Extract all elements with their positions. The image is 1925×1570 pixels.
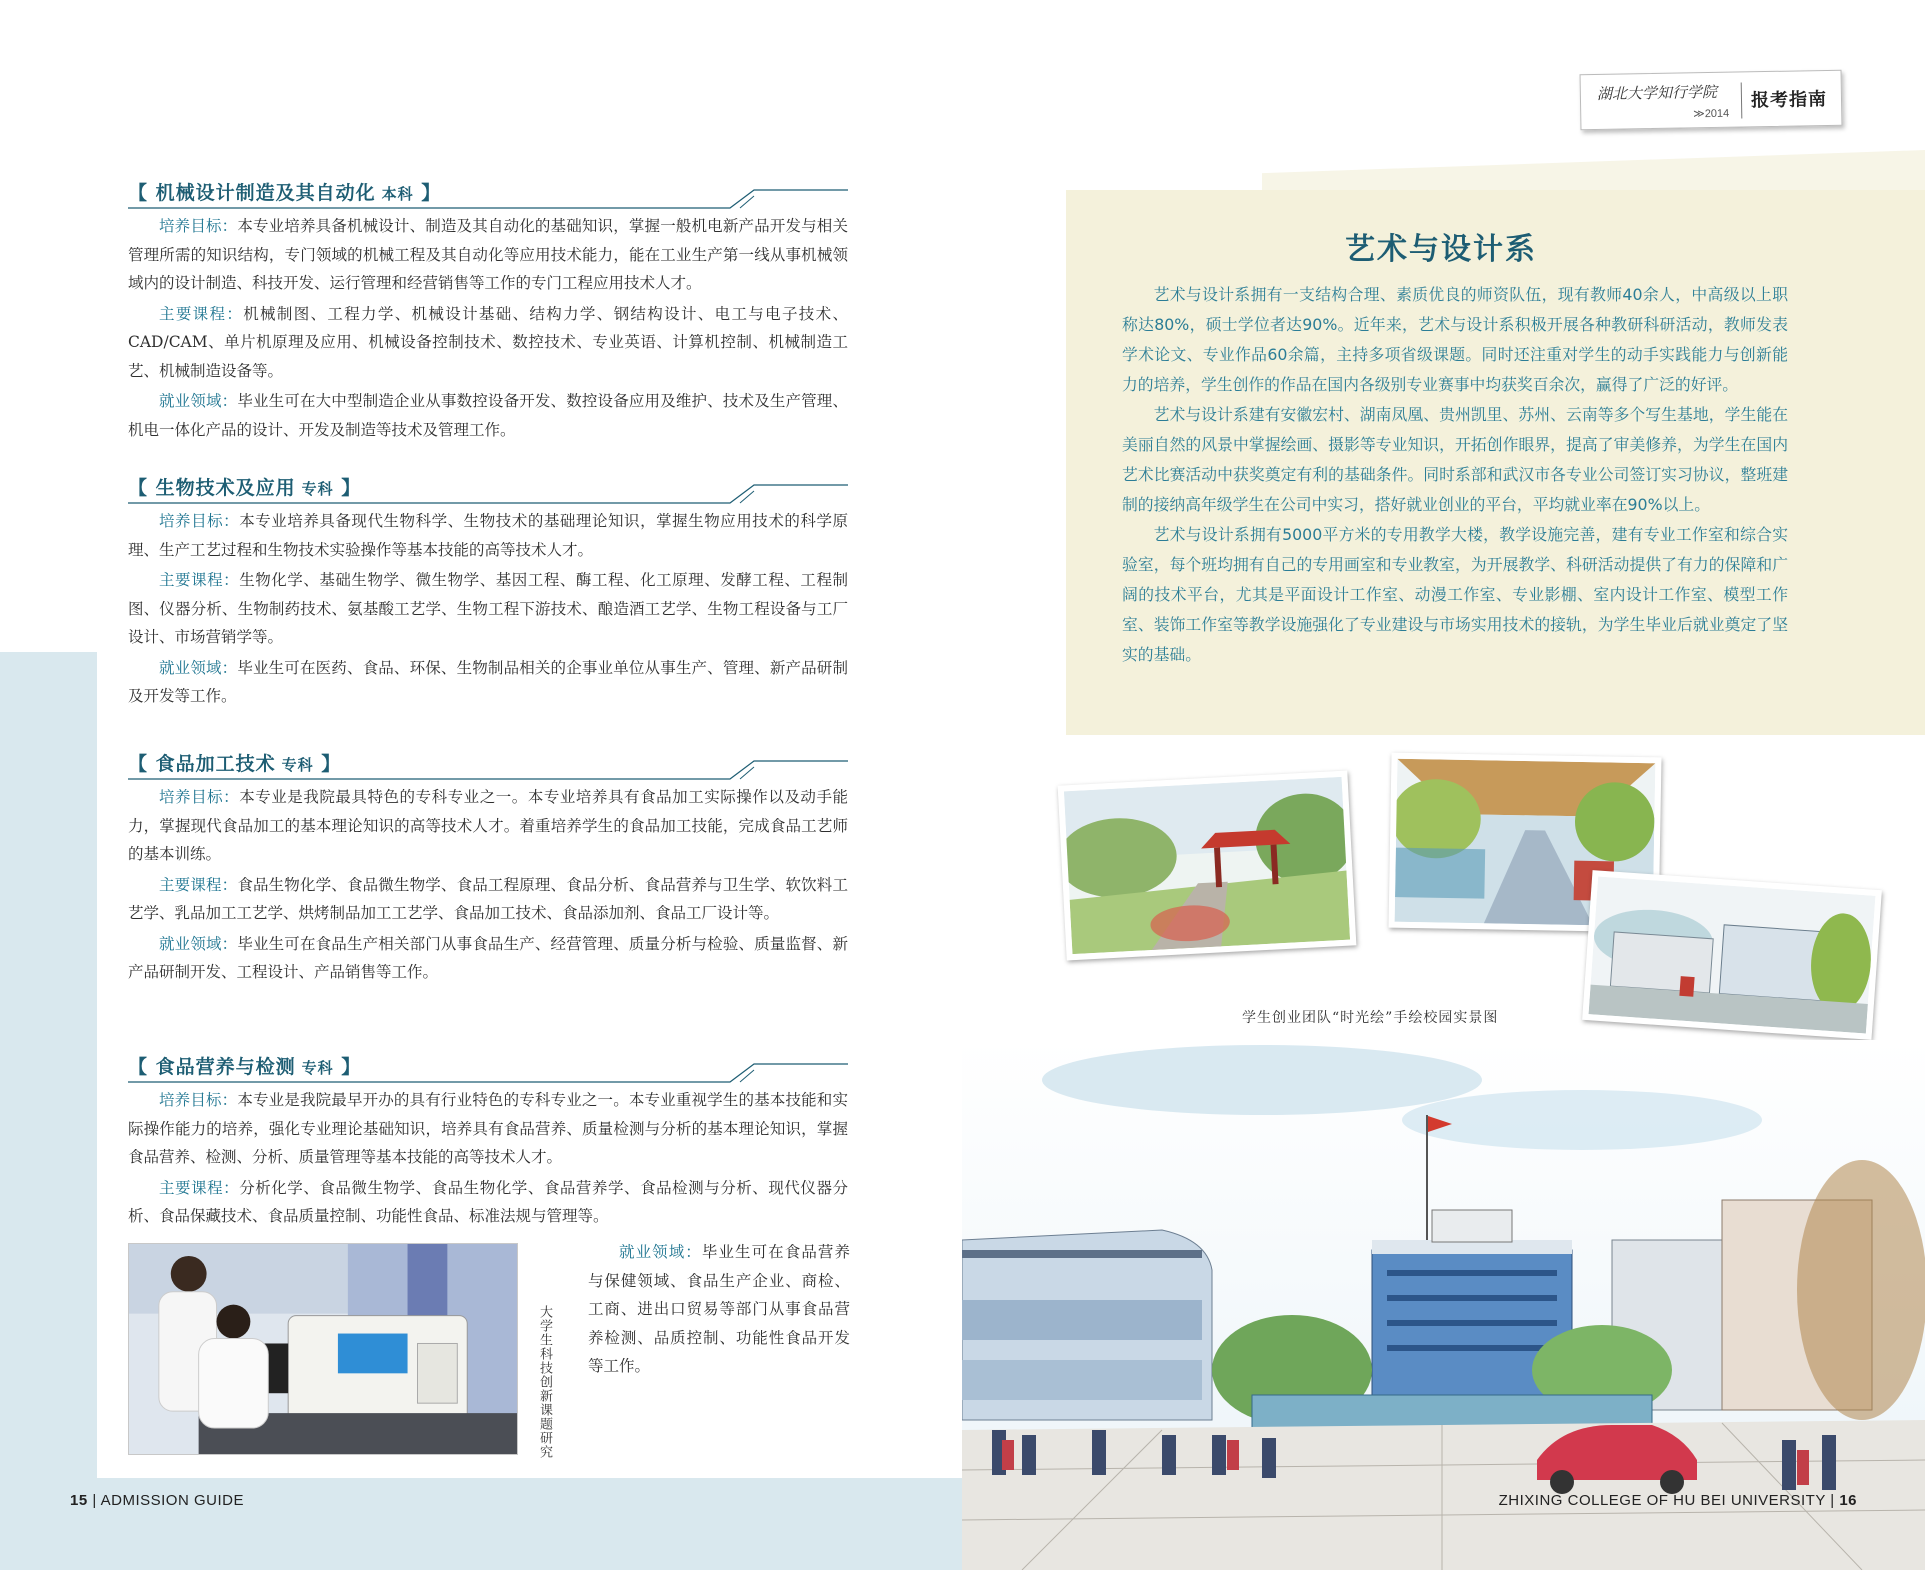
department-body	[1122, 280, 1788, 670]
section-title: 【 食品营养与检测 专科 】	[128, 1056, 362, 1078]
section-biotech	[128, 471, 848, 711]
paragraph-courses: 主要课程：生物化学、基础生物学、微生物学、基因工程、酶工程、化工原理、发酵工程、工程制图、仪器分析、生物制药技术、氨基酸工艺学、生物工程下游技术、酿造酒工艺学、生物工程设备与工厂设计、市场营销学等。	[128, 571, 848, 646]
page-footer-left	[70, 1492, 244, 1509]
page-number: 15	[70, 1492, 88, 1509]
paragraph-courses: 主要课程：食品生物化学、食品微生物学、食品工程原理、食品分析、食品营养与卫生学、软饮料工艺学、乳品加工工艺学、烘烤制品加工工艺学、食品加工技术、食品添加剂、食品工厂设计等。	[128, 875, 848, 922]
section-title: 【 食品加工技术 专科 】	[128, 753, 342, 775]
paragraph-employment: 就业领域：毕业生可在大中型制造企业从事数控设备开发、数控设备应用及维护、技术及生产管理、机电一体化产品的设计、开发及制造等技术及管理工作。	[128, 392, 848, 439]
section-mechanical	[128, 176, 848, 444]
left-page	[0, 0, 962, 1570]
left-side-band	[0, 652, 97, 1570]
footer-label: ADMISSION GUIDE	[100, 1492, 244, 1509]
page-footer-right	[1499, 1492, 1857, 1509]
section-header	[128, 176, 848, 210]
photo-caption: 大学生科技创新课题研究	[537, 1305, 552, 1459]
lab-photo	[128, 1243, 518, 1455]
footer-separator: |	[1830, 1492, 1835, 1509]
paragraph-courses: 主要课程：机械制图、工程力学、机械设计基础、结构力学、钢结构设计、电工与电子技术、CAD/CAM、单片机原理及应用、机械设备控制技术、数控技术、专业英语、计算机控制、机械制造工艺、机械制造设备等。	[128, 304, 848, 380]
campus-illustration	[962, 1040, 1925, 1570]
paragraph-goal: 培养目标：本专业是我院最早开办的具有行业特色的专科专业之一。本专业重视学生的基本技能和实际操作能力的培养，强化专业理论基础知识，培养具有食品营养、质量检测与分析的基本理论知识，掌握食品营养、检测、分析、质量管理等基本技能的高等技术人才。	[128, 1091, 848, 1166]
department-title: 艺术与设计系	[1345, 232, 1537, 267]
badge-divider	[1741, 82, 1743, 118]
sketch-caption: 学生创业团队“时光绘”手绘校园实景图	[1242, 1010, 1499, 1026]
department-paragraph: 艺术与设计系拥有5000平方米的专用教学大楼，教学设施完善，建有专业工作室和综合实验室，每个班均拥有自己的专用画室和专业教室，为开展教学、科研活动提供了有力的保障和广阔的技术平台，尤其是平面设计工作室、动漫工作室、专业影棚、室内设计工作室、模型工作室、装饰工作室等教学设施强化了专业建设与市场实用技术的接轨，为学生毕业后就业奠定了坚实的基础。	[1122, 525, 1788, 664]
section-title: 【 机械设计制造及其自动化 本科 】	[128, 182, 442, 204]
college-logo: 湖北大学知行学院	[1596, 82, 1718, 103]
right-page	[962, 0, 1925, 1570]
footer-label: ZHIXING COLLEGE OF HU BEI UNIVERSITY	[1498, 1492, 1826, 1509]
paragraph-employment: 就业领域：毕业生可在医药、食品、环保、生物制品相关的企事业单位从事生产、管理、新产品研制及开发等工作。	[128, 658, 848, 705]
paragraph-employment: 就业领域：毕业生可在食品生产相关部门从事食品生产、经营管理、质量分析与检验、质量监督、新产品研制开发、工程设计、产品销售等工作。	[128, 934, 848, 981]
section-header	[128, 471, 848, 505]
sketch-pavilion	[1058, 771, 1357, 961]
badge-year: ≫2014	[1693, 107, 1730, 121]
department-paragraph: 艺术与设计系拥有一支结构合理、素质优良的师资队伍，现有教师40余人，中高级以上职称达80%，硕士学位者达90%。近年来，艺术与设计系积极开展各种教研科研活动，教师发表学术论文、专业作品60余篇，主持多项省级课题。同时还注重对学生的动手实践能力与创新能力的培养，学生创作的作品在国内各级别专业赛事中均获奖百余次，赢得了广泛的好评。	[1122, 285, 1788, 394]
paragraph-employment: 就业领域：毕业生可在食品营养与保健领域、食品生产企业、商检、工商、进出口贸易等部门从事食品营养检测、品质控制、功能性食品开发等工作。	[588, 1243, 850, 1375]
section-title: 【 生物技术及应用 专科 】	[128, 477, 362, 499]
header-badge	[1580, 70, 1843, 131]
paragraph-goal: 培养目标：本专业培养具备现代生物科学、生物技术的基础理论知识，掌握生物应用技术的科学原理、生产工艺过程和生物技术实验操作等基本技能的高等技术人才。	[128, 512, 848, 559]
section-header	[128, 747, 848, 781]
section-food-nutrition	[128, 1050, 848, 1231]
section-food-processing	[128, 747, 848, 987]
department-paragraph: 艺术与设计系建有安徽宏村、湖南凤凰、贵州凯里、苏州、云南等多个写生基地，学生能在美丽自然的风景中掌握绘画、摄影等专业知识，开拓创作眼界，提高了审美修养，为学生在国内艺术比赛活动中获奖奠定有利的基础条件。同时系部和武汉市各专业公司签订实习协议，整班建制的接纳高年级学生在公司中实习，搭好就业创业的平台，平均就业率在90%以上。	[1122, 405, 1788, 514]
badge-title: 报考指南	[1750, 88, 1828, 112]
paragraph-courses: 主要课程：分析化学、食品微生物学、食品生物化学、食品营养学、食品检测与分析、现代仪器分析、食品保藏技术、食品质量控制、功能性食品、标准法规与管理等。	[128, 1178, 848, 1225]
footer-separator: |	[92, 1492, 97, 1509]
paragraph-goal: 培养目标：本专业是我院最具特色的专科专业之一。本专业培养具有食品加工实际操作以及动手能力，掌握现代食品加工的基本理论知识的高等技术人才。着重培养学生的食品加工技能，完成食品工艺师的基本训练。	[128, 788, 848, 863]
sketch-buildings	[1582, 870, 1882, 1040]
paragraph-goal: 培养目标：本专业培养具备机械设计、制造及其自动化的基础知识，掌握一般机电新产品开发与相关管理所需的知识结构，专门领域的机械工程及其自动化等应用技术能力，能在工业生产第一线从事机械领域内的设计制造、科技开发、运行管理和经营销售等工作的专门工程应用技术人才。	[128, 217, 848, 292]
page-number: 16	[1839, 1492, 1857, 1509]
section-header	[128, 1050, 848, 1084]
